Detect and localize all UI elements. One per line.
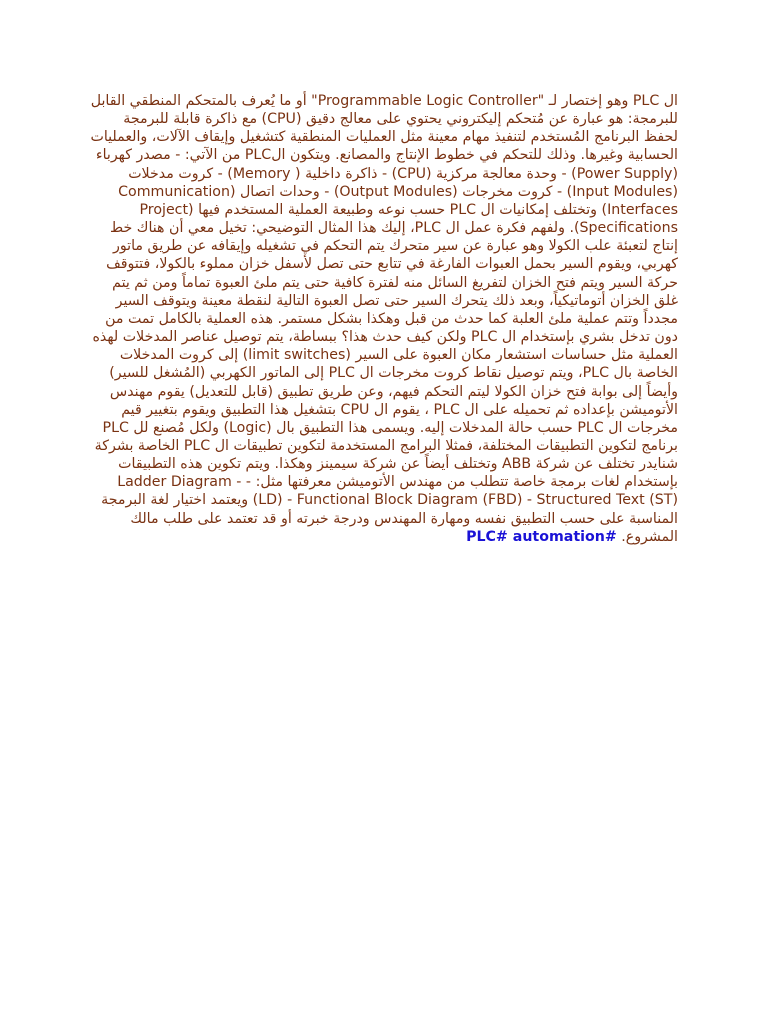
hashtag-links[interactable]: #PLC# automation — [466, 528, 617, 545]
article-paragraph — [90, 92, 678, 546]
document-page — [90, 92, 678, 546]
article-body-text: ال PLC وهو إختصار لـ "Programmable Logic Controller" أو ما يُعرف بالمتحكم المنطقي القابل للبرمجة: هو عبارة عن مُتحكم إليكتروني يحتوي على معالج دقيق (CPU) مع ذاكرة قابلة للبرمجة لحفظ البرنامج المُستخدم لتنفيذ مهام معينة مثل العمليات المنطقية كتشغيل وإيقاف الآلات، والعمليات الحسابية وغيرها. وذلك للتحكم في خطوط الإنتاج والمصانع. ويتكون الPLC من الآتي: - مصدر كهرباء (Power Supply) - وحدة معالجة مركزية (CPU) - ذاكرة داخلية ( Memory) - كروت مدخلات (Input Modules) - كروت مخرجات (Output Modules) - وحدات اتصال (Communication Interfaces) وتختلف إمكانيات ال PLC حسب نوعه وطبيعة العملية المستخدم فيها (Project Specifications). ولفهم فكرة عمل ال PLC، إليك هذا المثال التوضيحي: تخيل معي أن هناك خط إنتاج لتعبئة علب الكولا وهو عبارة عن سير متحرك يتم التحكم في تشغيله وإيقافه عن طريق ماتور كهربي، ويقوم السير بحمل العبوات الفارغة في تتابع حتى تصل لأسفل خزان مملوء بالكولا، فتتوقف حركة السير ويتم فتح الخزان لتفريغ السائل منه لفترة كافية حتى يتم ملئ العبوة تماماً ومن ثم يتم غلق الخزان أتوماتيكياً، وبعد ذلك يتحرك السير حتى تصل العبوة التالية لنقطة معينة ويتوقف السير مجدداً وتتم عملية ملئ العلبة كما حدث من قبل وهكذا بشكل مستمر. هذه العملية بالكامل تمت من دون تدخل بشري بإستخدام ال PLC ولكن كيف حدث هذا؟ ببساطة، يتم توصيل عناصر المدخلات لهذه العملية مثل حساسات استشعار مكان العبوة على السير (limit switches) إلى كروت المدخلات الخاصة بال PLC، ويتم توصيل نقاط كروت مخرجات ال PLC إلى الماتور الكهربي (المُشغل للسير) وأيضاً إلى بوابة فتح خزان الكولا ليتم التحكم فيهم، وعن طريق تطبيق (قابل للتعديل) يقوم مهندس الأتوميشن بإعداده ثم تحميله على ال PLC ، يقوم ال CPU بتشغيل هذا التطبيق ويقوم بتغيير قيم مخرجات ال PLC حسب حالة المدخلات إليه. ويسمى هذا التطبيق بال (Logic) ولكل مُصنع لل PLC برنامج لتكوين التطبيقات المختلفة، فمثلا البرامج المستخدمة لتكوين تطبيقات ال PLC الخاصة بشركة شنايدر تختلف عن شركة ABB وتختلف أيضاً عن شركة سيمينز وهكذا. ويتم تكوين هذه التطبيقات بإستخدام لغات برمجة خاصة تتطلب من مهندس الأتوميشن معرفتها مثل: - - Ladder Diagram (LD) - Functional Block Diagram (FBD) - Structured Text (ST) ويعتمد اختيار لغة البرمجة المناسبة على حسب التطبيق نفسه ومهارة المهندس ودرجة خبرته أو قد تعتمد على طلب مالك المشروع. — [90, 93, 678, 545]
